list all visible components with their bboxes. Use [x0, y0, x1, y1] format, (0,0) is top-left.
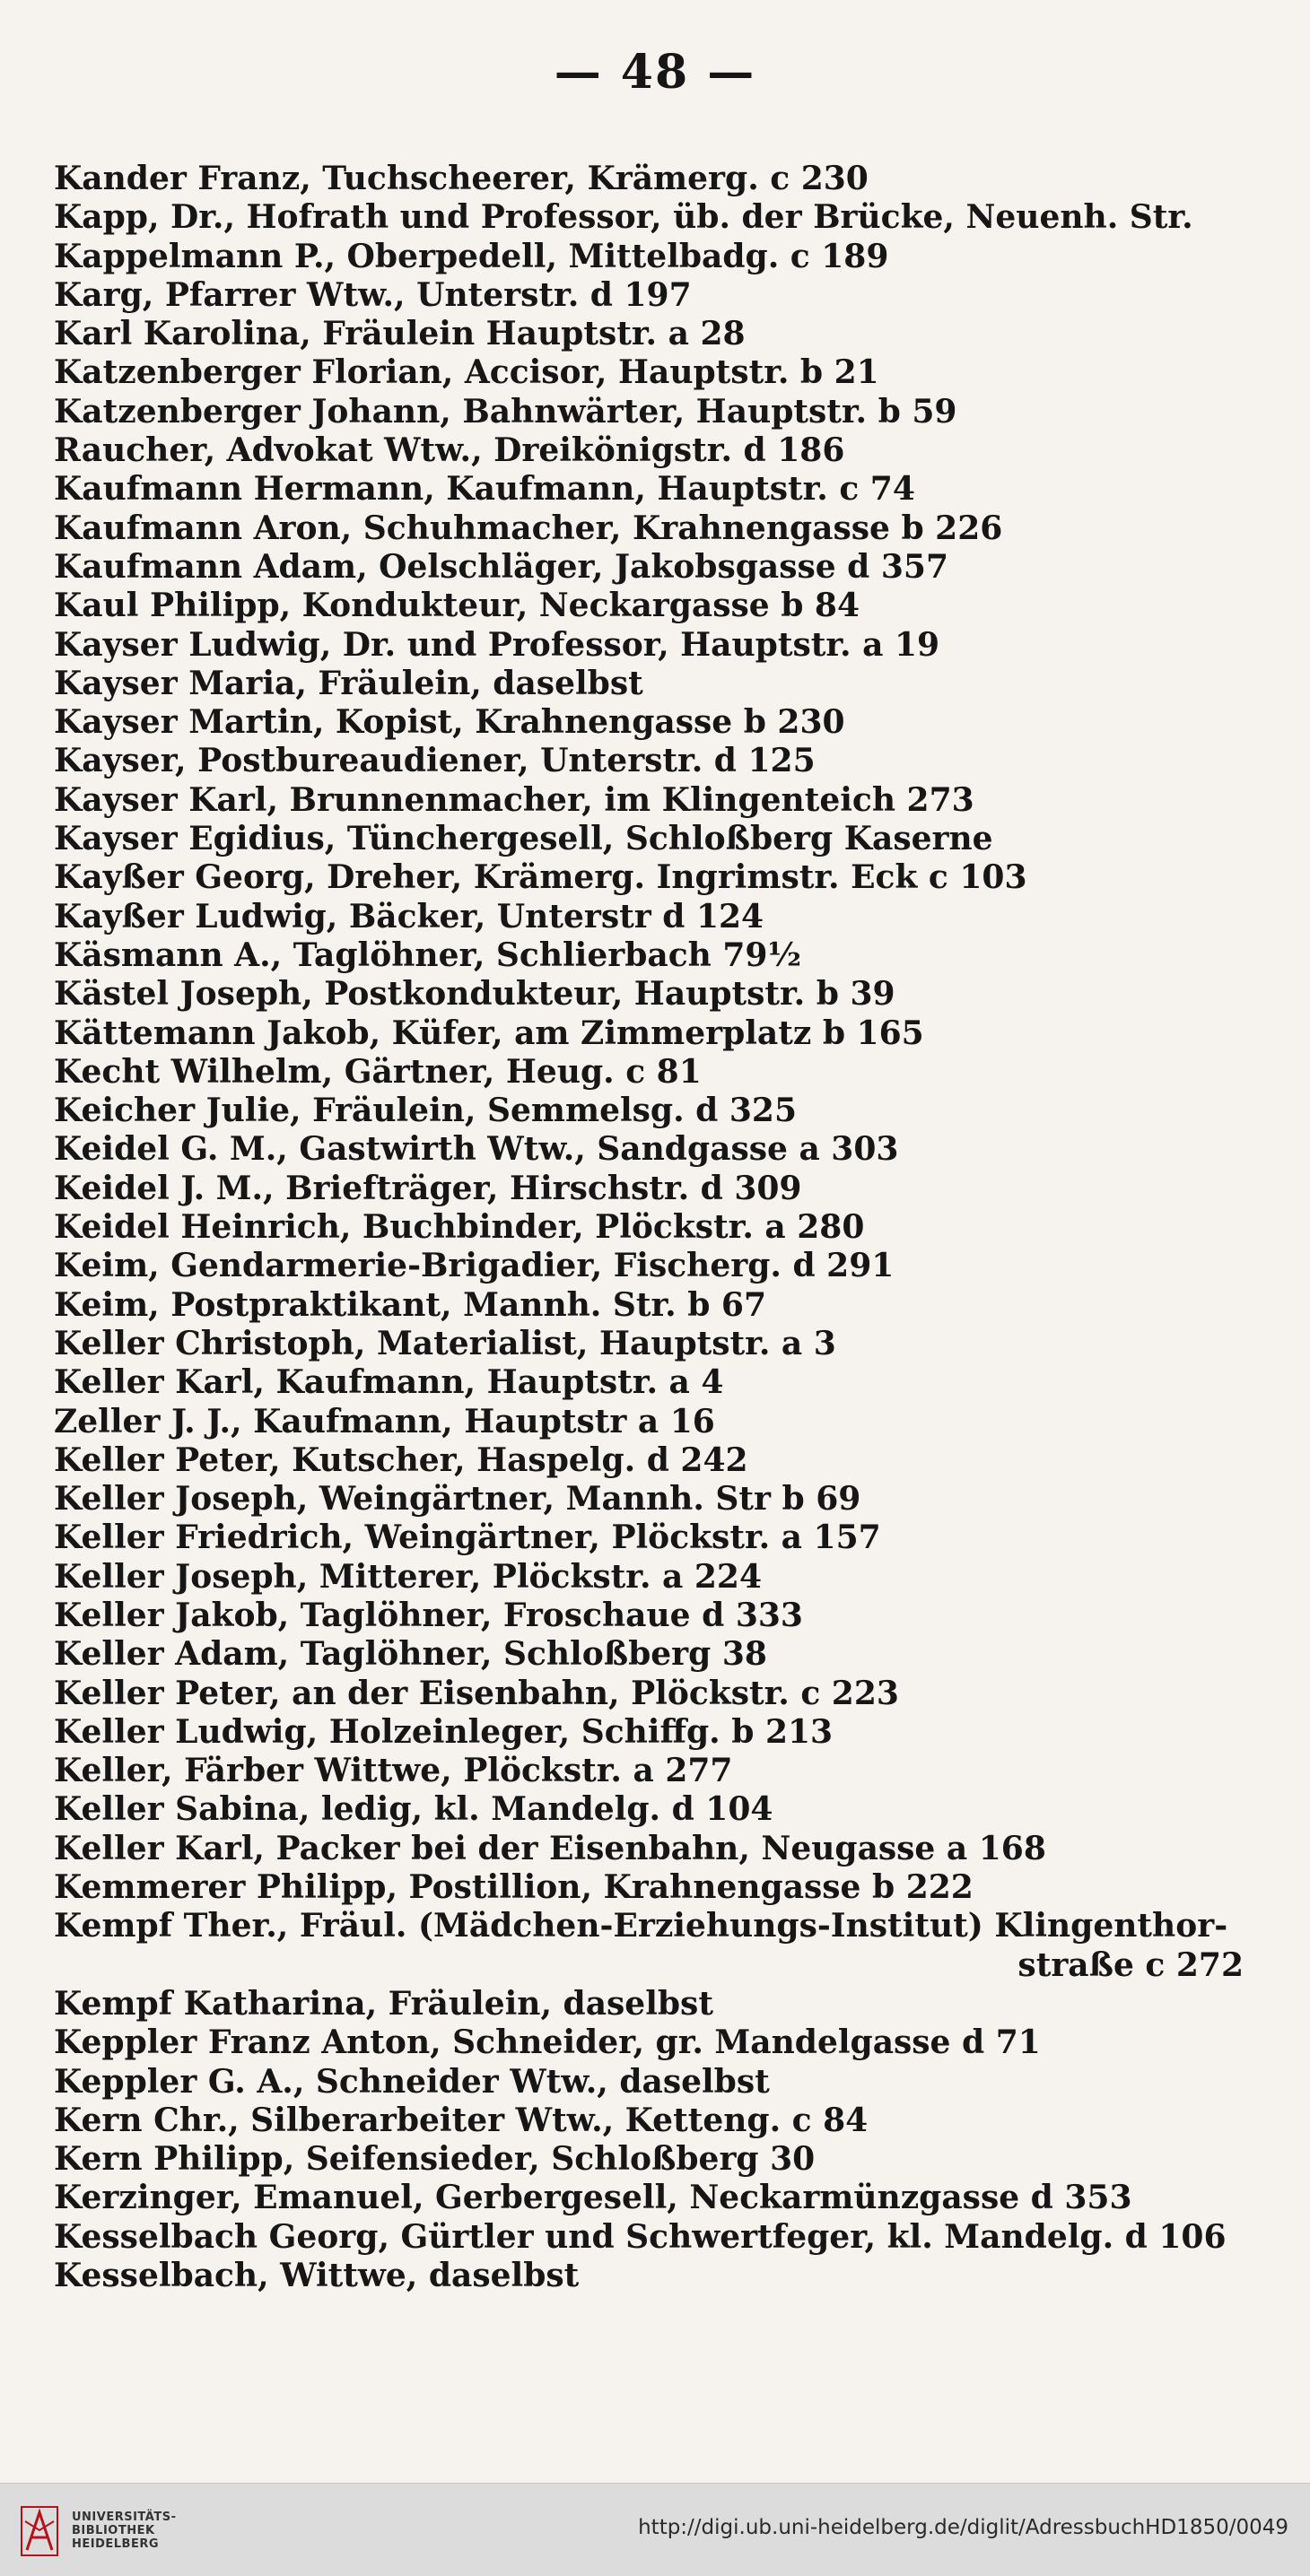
directory-entry: Kern Philipp, Seifensieder, Schloßberg 30: [54, 2140, 816, 2179]
directory-entry: Kaul Philipp, Kondukteur, Neckargasse b 84: [54, 587, 860, 625]
directory-entry: Keicher Julie, Fräulein, Semmelsg. d 325: [54, 1092, 798, 1130]
directory-entry: Keller Peter, an der Eisenbahn, Plöckstr. c 223: [54, 1674, 899, 1712]
directory-entry: Keidel G. M., Gastwirth Wtw., Sandgasse a 303: [54, 1130, 899, 1169]
directory-entry: Keidel Heinrich, Buchbinder, Plöckstr. a 280: [54, 1208, 865, 1247]
directory-entry: straße c 272: [1017, 1945, 1244, 1984]
directory-entry: Kesselbach Georg, Gürtler und Schwertfeger, kl. Mandelg. d 106: [54, 2217, 1227, 2256]
directory-entry: Katzenberger Johann, Bahnwärter, Hauptstr. b 59: [54, 392, 957, 431]
directory-entry: Käsmann A., Taglöhner, Schlierbach 79½: [54, 936, 801, 974]
directory-entry: Keller, Färber Wittwe, Plöckstr. a 277: [54, 1752, 733, 1790]
directory-entry: Keller Christoph, Materialist, Hauptstr. a 3: [54, 1324, 836, 1362]
library-name-line: UNIVERSITÄTS-: [72, 2511, 177, 2524]
directory-entry: Kander Franz, Tuchscheerer, Krämerg. c 230: [54, 160, 869, 197]
library-logo-icon: [18, 2503, 61, 2559]
directory-entry: Kempf Katharina, Fräulein, daselbst: [54, 1984, 713, 2023]
directory-entry: Keppler G. A., Schneider Wtw., daselbst: [54, 2062, 770, 2101]
directory-entry: Kästel Joseph, Postkondukteur, Hauptstr. b 39: [54, 975, 895, 1014]
directory-entry: Kayser Maria, Fräulein, daselbst: [54, 664, 643, 702]
directory-entry: Kerzinger, Emanuel, Gerbergesell, Neckarmünzgasse d 353: [54, 2179, 1132, 2217]
source-url-link[interactable]: http://digi.ub.uni-heidelberg.de/diglit/AdressbuchHD1850/0049: [638, 2516, 1288, 2539]
directory-entry: Keller Joseph, Mitterer, Plöckstr. a 224: [54, 1557, 763, 1596]
directory-entries: [54, 160, 1256, 2295]
directory-entry: Kaufmann Hermann, Kaufmann, Hauptstr. c 74: [54, 470, 915, 509]
directory-entry: Kemmerer Philipp, Postillion, Krahnengasse b 222: [54, 1868, 974, 1907]
directory-entry: Keller Friedrich, Weingärtner, Plöckstr. a 157: [54, 1519, 881, 1557]
directory-entry: Keim, Postpraktikant, Mannh. Str. b 67: [54, 1285, 767, 1324]
directory-entry: Kayser Egidius, Tünchergesell, Schloßberg Kaserne: [54, 820, 993, 858]
library-name-line: HEIDELBERG: [72, 2537, 160, 2551]
directory-entry: Kempf Ther., Fräul. (Mädchen-Erziehungs-Institut) Klingenthor-: [54, 1907, 1228, 1945]
directory-entry: Keller Karl, Packer bei der Eisenbahn, Neugasse a 168: [54, 1829, 1046, 1867]
directory-entry: Keim, Gendarmerie-Brigadier, Fischerg. d 291: [54, 1247, 895, 1285]
directory-entry: Kättemann Jakob, Küfer, am Zimmerplatz b 165: [54, 1014, 924, 1052]
directory-entry: Kaufmann Adam, Oelschläger, Jakobsgasse d 357: [54, 547, 949, 586]
directory-entry: Karg, Pfarrer Wtw., Unterstr. d 197: [54, 275, 692, 314]
directory-entry: Kayser Ludwig, Dr. und Professor, Hauptstr. a 19: [54, 625, 940, 664]
directory-entry: Keller Adam, Taglöhner, Schloßberg 38: [54, 1635, 767, 1674]
directory-entry: Keller Karl, Kaufmann, Hauptstr. a 4: [54, 1363, 724, 1402]
library-name-line: BIBLIOTHEK: [72, 2524, 155, 2537]
directory-entry: Kayßer Georg, Dreher, Krämerg. Ingrimstr. Eck c 103: [54, 858, 1027, 897]
directory-entry: Kapp, Dr., Hofrath und Professor, üb. der Brücke, Neuenh. Str.: [54, 198, 1193, 237]
directory-entry: Kayßer Ludwig, Bäcker, Unterstr d 124: [54, 897, 764, 936]
directory-entry: Kayser Karl, Brunnenmacher, im Klingenteich 273: [54, 780, 974, 819]
directory-entry: Keppler Franz Anton, Schneider, gr. Mandelgasse d 71: [54, 2023, 1041, 2062]
directory-entry: Keller Joseph, Weingärtner, Mannh. Str b 69: [54, 1480, 861, 1519]
library-name: [72, 2511, 176, 2551]
directory-entry: Keidel J. M., Briefträger, Hirschstr. d 309: [54, 1169, 802, 1207]
directory-entry: Keller Sabina, ledig, kl. Mandelg. d 104: [54, 1790, 773, 1829]
footer-bar: [0, 2483, 1310, 2576]
directory-entry: Kecht Wilhelm, Gärtner, Heug. c 81: [54, 1052, 702, 1091]
directory-entry: Kern Chr., Silberarbeiter Wtw., Ketteng. c 84: [54, 2101, 869, 2139]
directory-entry: Kappelmann P., Oberpedell, Mittelbadg. c 189: [54, 237, 889, 275]
directory-entry: Kayser, Postbureaudiener, Unterstr. d 125: [54, 742, 816, 780]
directory-entry: Keller Peter, Kutscher, Haspelg. d 242: [54, 1440, 748, 1479]
page-number: — 48 —: [554, 45, 756, 100]
directory-entry: Kaufmann Aron, Schuhmacher, Krahnengasse b 226: [54, 509, 1003, 547]
directory-entry: Karl Karolina, Fräulein Hauptstr. a 28: [54, 315, 746, 353]
directory-entry: Keller Ludwig, Holzeinleger, Schiffg. b 213: [54, 1712, 834, 1751]
directory-entry: Keller Jakob, Taglöhner, Froschaue d 333: [54, 1596, 803, 1634]
directory-entry: Raucher, Advokat Wtw., Dreikönigstr. d 186: [54, 431, 845, 470]
directory-entry: Katzenberger Florian, Accisor, Hauptstr. b 21: [54, 353, 879, 392]
directory-entry: Kesselbach, Wittwe, daselbst: [54, 2257, 580, 2295]
directory-entry: Zeller J. J., Kaufmann, Hauptstr a 16: [54, 1402, 715, 1440]
directory-entry: Kayser Martin, Kopist, Krahnengasse b 230: [54, 703, 845, 742]
